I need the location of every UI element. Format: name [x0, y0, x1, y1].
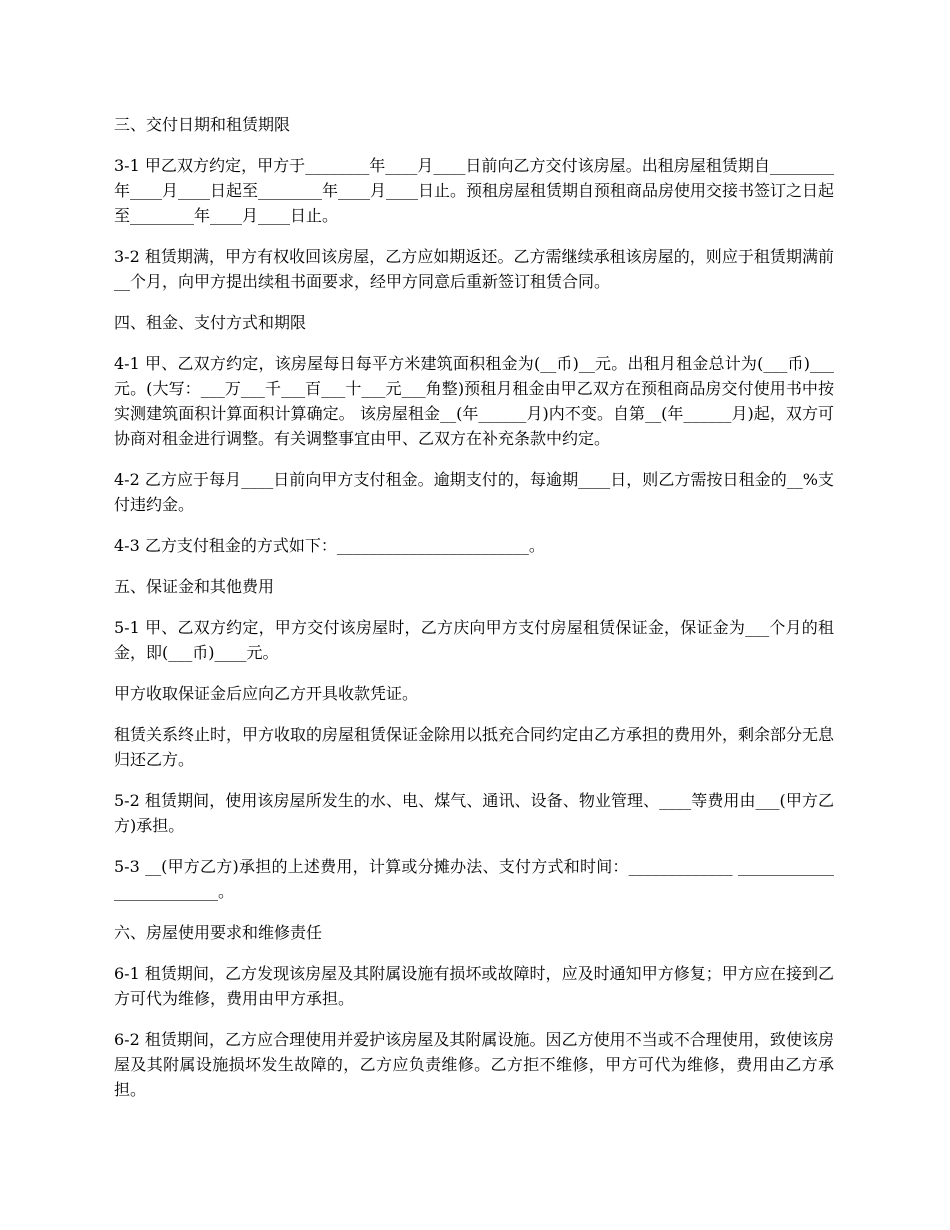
- clause-4-3: 4-3 乙方支付租金的方式如下：________________________。: [114, 536, 545, 555]
- clause-5-2: 5-2 租赁期间，使用该房屋所发生的水、电、煤气、通讯、设备、物业管理、____等费用由___(甲方乙方)承担。: [114, 791, 834, 835]
- document-page: [114, 112, 834, 1118]
- section-heading-4: 四、租金、支付方式和期限: [114, 313, 307, 332]
- clause-3-2: 3-2 租赁期满，甲方有权收回该房屋，乙方应如期返还。乙方需继续承租该房屋的，则应于租赁期满前__个月，向甲方提出续租书面要求，经甲方同意后重新签订租赁合同。: [114, 247, 834, 291]
- clause-4-1: 4-1 甲、乙双方约定，该房屋每日每平方米建筑面积租金为(__币)__元。出租月租金总计为(___币)___元。(大写：___万___千___百___十___元___角整)预租月租金由甲乙双方在预租商品房交付使用书中按实测建筑面积计算面积计算确定。 该房屋租金__(年______月)内不变。自第__(年______月)起，双方可协商对租金进行调整。有关调整事宜由甲、乙双方在补充条款中约定。: [114, 354, 834, 448]
- section-heading-6: 六、房屋使用要求和维修责任: [114, 923, 323, 942]
- clause-5-3: 5-3 __(甲方乙方)承担的上述费用，计算或分摊办法、支付方式和时间：_____________ _________________________。: [114, 857, 834, 901]
- clause-5-1: 5-1 甲、乙双方约定，甲方交付该房屋时，乙方庆向甲方支付房屋租赁保证金，保证金为___个月的租金，即(___币)____元。: [114, 618, 834, 662]
- paragraph-deposit-return: 租赁关系终止时，甲方收取的房屋租赁保证金除用以抵充合同约定由乙方承担的费用外，剩余部分无息归还乙方。: [114, 725, 835, 769]
- section-heading-3: 三、交付日期和租赁期限: [114, 115, 291, 134]
- clause-6-1: 6-1 租赁期间，乙方发现该房屋及其附属设施有损坏或故障时，应及时通知甲方修复；甲方应在接到乙方可代为维修，费用由甲方承担。: [114, 964, 834, 1008]
- clause-4-2: 4-2 乙方应于每月____日前向甲方支付租金。逾期支付的，每逾期____日，则乙方需按日租金的__%支付违约金。: [114, 470, 834, 514]
- clause-6-2: 6-2 租赁期间，乙方应合理使用并爱护该房屋及其附属设施。因乙方使用不当或不合理使用，致使该房屋及其附属设施损坏发生故障的，乙方应负责维修。乙方拒不维修，甲方可代为维修，费用由乙方承担。: [114, 1030, 834, 1099]
- clause-3-1: 3-1 甲乙双方约定，甲方于________年____月____日前向乙方交付该房屋。出租房屋租赁期自________年____月____日起至________年____月____日止。预租房屋租赁期自预租商品房使用交接书签订之日起至________年____月____日止。: [114, 156, 835, 225]
- section-heading-5: 五、保证金和其他费用: [114, 577, 275, 596]
- paragraph-deposit-receipt: 甲方收取保证金后应向乙方开具收款凭证。: [114, 684, 419, 703]
